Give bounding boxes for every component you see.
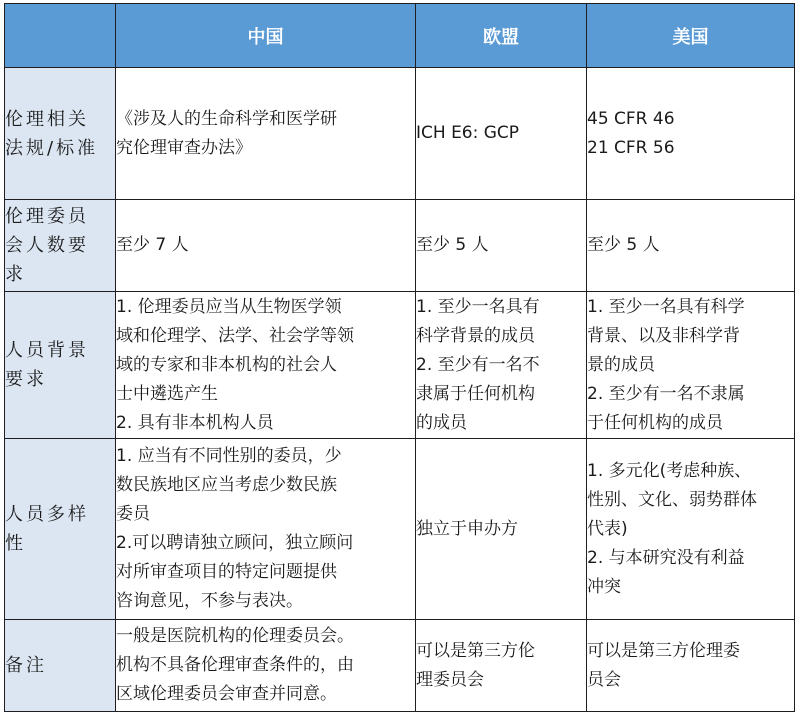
comparison-table: [4, 3, 795, 712]
cell-line: 1. 至少一名具有: [416, 296, 540, 317]
cell-china: [116, 200, 416, 292]
cell-us: [587, 68, 795, 200]
cell-line: 至少 5 人: [587, 235, 660, 255]
cell-line: 至少 7 人: [116, 235, 189, 255]
cell-line: 至少 5 人: [416, 235, 489, 255]
cell-line: 的成员: [416, 412, 467, 433]
cell-line: 代表): [587, 518, 628, 539]
cell-line: 45 CFR 46: [587, 108, 675, 129]
row-label: [5, 200, 116, 292]
row-label-line: 求: [5, 264, 26, 285]
header-corner: [5, 4, 116, 68]
cell-line: 域和伦理学、法学、社会学等领: [116, 325, 354, 346]
cell-line: 2. 至少有一名不: [416, 354, 540, 375]
cell-line: 对所审查项目的特定问题提供: [116, 562, 337, 582]
table-row-regulations: [5, 68, 795, 200]
cell-line: ICH E6: GCP: [416, 123, 520, 143]
cell-line: 1. 伦理委员应当从生物医学领: [116, 296, 342, 317]
header-china: 中国: [116, 4, 416, 68]
cell-line: 究伦理审查办法》: [116, 137, 252, 158]
cell-us: [587, 620, 795, 712]
cell-line: 科学背景的成员: [416, 325, 535, 346]
cell-line: 性别、文化、弱势群体: [587, 489, 757, 510]
row-label-line: 会人数要: [5, 235, 89, 256]
cell-line: 机构不具备伦理审查条件的，由: [116, 655, 354, 675]
cell-line: 隶属于任何机构: [416, 383, 535, 404]
cell-line: 独立于申办方: [416, 518, 518, 539]
cell-line: 21 CFR 56: [587, 137, 675, 158]
table-row-member-count: [5, 200, 795, 292]
cell-line: 1. 至少一名具有科学: [587, 296, 745, 317]
cell-line: 员会: [587, 669, 621, 690]
header-us: 美国: [587, 4, 795, 68]
row-label-line: 伦理相关: [5, 108, 89, 130]
header-eu: 欧盟: [416, 4, 587, 68]
row-label-line: 备注: [5, 655, 47, 676]
cell-line: 区域伦理委员会审查并同意。: [116, 684, 337, 704]
header-row: [5, 4, 795, 68]
cell-eu: [416, 292, 587, 439]
cell-line: 可以是第三方伦: [416, 640, 535, 661]
cell-eu: [416, 68, 587, 200]
row-label: [5, 620, 116, 712]
cell-line: 可以是第三方伦理委: [587, 640, 740, 661]
cell-line: 域的专家和非本机构的社会人: [116, 354, 337, 375]
table-row-notes: [5, 620, 795, 712]
row-label-line: 伦理委员: [5, 206, 89, 227]
row-label-line: 性: [5, 533, 26, 554]
cell-china: [116, 439, 416, 620]
cell-china: [116, 620, 416, 712]
row-label-line: 人员背景: [5, 340, 89, 361]
cell-eu: [416, 200, 587, 292]
cell-line: 冲突: [587, 576, 621, 597]
cell-us: [587, 439, 795, 620]
row-label: [5, 439, 116, 620]
cell-line: 2.可以聘请独立顾问，独立顾问: [116, 533, 354, 553]
cell-eu: [416, 439, 587, 620]
cell-line: 2. 至少有一名不隶属: [587, 383, 745, 404]
row-label: [5, 292, 116, 439]
cell-line: 2. 具有非本机构人员: [116, 412, 274, 433]
row-label-line: 要求: [5, 369, 47, 390]
cell-china: [116, 68, 416, 200]
cell-line: 2. 与本研究没有利益: [587, 547, 745, 568]
cell-us: [587, 292, 795, 439]
cell-china: [116, 292, 416, 439]
cell-us: [587, 200, 795, 292]
row-label-line: 法规/标准: [5, 137, 99, 159]
cell-line: 士中遴选产生: [116, 383, 218, 404]
cell-line: 咨询意见，不参与表决。: [116, 591, 303, 611]
cell-line: 景的成员: [587, 354, 655, 375]
cell-line: 理委员会: [416, 669, 484, 690]
table-row-diversity: [5, 439, 795, 620]
cell-line: 于任何机构的成员: [587, 412, 723, 433]
row-label-line: 人员多样: [5, 504, 89, 525]
cell-line: 1. 应当有不同性别的委员，少: [116, 446, 342, 466]
cell-line: 《涉及人的生命科学和医学研: [116, 108, 337, 129]
row-label: [5, 68, 116, 200]
cell-eu: [416, 620, 587, 712]
table-row-background: [5, 292, 795, 439]
cell-line: 一般是医院机构的伦理委员会。: [116, 626, 354, 646]
cell-line: 背景、以及非科学背: [587, 325, 740, 346]
cell-line: 委员: [116, 504, 150, 524]
cell-line: 数民族地区应当考虑少数民族: [116, 475, 337, 495]
cell-line: 1. 多元化(考虑种族、: [587, 460, 752, 481]
